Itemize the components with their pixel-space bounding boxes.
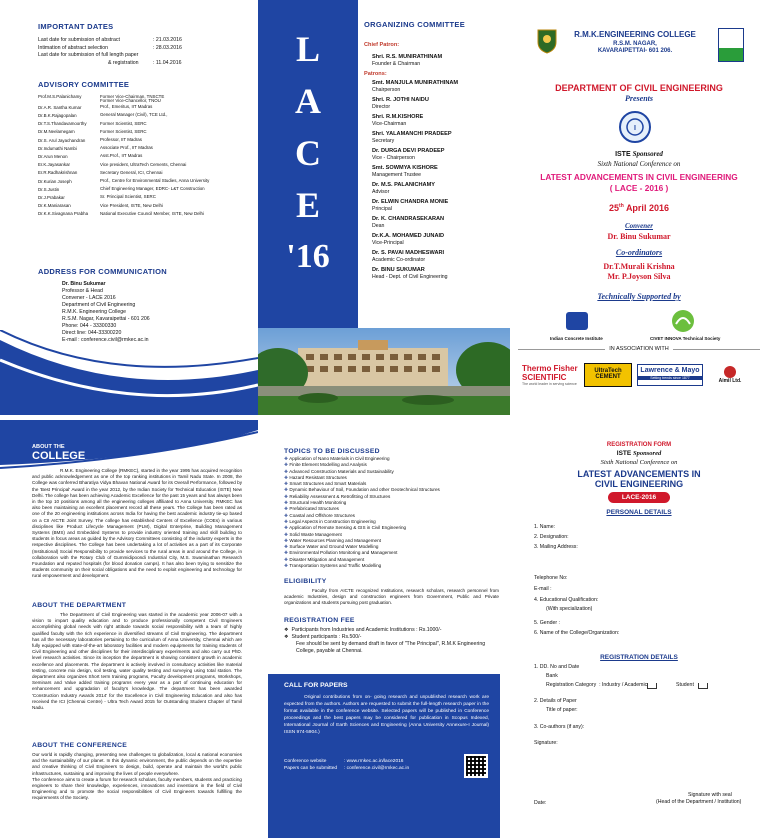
patron-entry [372,199,458,212]
student-label: Student [676,682,694,688]
college-address-2: KAVARAIPETTAI- 601 206. [597,48,673,54]
member-name: Dr.Kurian Joseph [38,178,72,184]
topic-item: ❖ Application of Remote Sensing & GIS in Civil Engineering [284,525,407,531]
sponsor-aimil: Aimil Ltd. [708,366,752,384]
patron-entry [372,97,458,110]
patron-name: Smt. MANJULA MUNIRATHINAM [372,80,459,86]
patron-role: Chairperson [372,87,401,93]
member-role: Former Vice-Chairman, TNSCTE Former Vice-Chancellor, TNOU [100,93,165,104]
ciiet-logo-icon [670,308,696,334]
topic-item: ❖ Finite Element Modelling and Analysis [284,462,367,468]
organizing-panel [358,0,510,328]
patron-name: Shri. R. JOTHI NAIDU [372,97,429,103]
fee-note: Fee should be sent by demand draft in favor of "The Principal", R.M.K Engineering College, payable at Chennai. [296,641,486,654]
student-checkbox[interactable] [698,683,708,689]
convener-label: Convener [625,222,653,230]
member-role: Asst.Prof., IIT Madras [100,153,143,159]
coordinators-label: Co-ordinators [615,248,663,257]
field-designation[interactable]: 2. Designation: [534,534,569,540]
accreditation-logo-icon [718,28,744,62]
sixth-conference: Sixth National Conference on [597,160,681,168]
department-title: DEPARTMENT OF CIVIL ENGINEERING [555,83,723,93]
patron-name: Smt. SOWMYA KISHORE [372,165,438,171]
member-role: Chief Engineering Manager, EDRC- L&T Construction [100,186,205,192]
form-title-line2: CIVIL ENGINEERING [594,479,684,489]
field-paper-title[interactable]: Title of paper: [546,707,578,713]
signature-head: (Head of the Department / Institution) [656,799,742,805]
patron-role: Dean [372,223,385,229]
field-college[interactable]: 6. Name of the College/Organization: [534,630,620,636]
member-role: Professor, IIT Madras [100,137,142,142]
cover-title-panel [258,0,358,328]
bullet-icon: ❖ [284,544,290,550]
patron-role: Academic Co-ordinator [372,257,426,263]
patron-entry [372,233,458,246]
member-name: Dr.M.Neelamegam [38,129,75,135]
member-name: Dr.K.Maniarasan [38,203,71,209]
patron-name: Dr. ELWIN CHANDRA MONIE [372,199,449,205]
form-iste: ISTE Sponsored [616,450,662,457]
member-role: Former Scientist, SERC [100,128,147,134]
topic-item: ❖ Surface Water and Ground Water Modelling [284,544,379,550]
committee-panel [0,0,258,415]
patron-role: Vice-Chairman [372,121,407,127]
field-name[interactable]: 1. Name: [534,524,556,530]
cover-year: '16 [286,238,330,275]
bullet-icon: ❖ [284,462,290,468]
patron-entry [372,80,458,93]
conference-subtitle: ( LACE - 2016 ) [609,183,669,193]
about-dept-text: The Department of Civil Engineering was started in the academic year 2006-07 with a vision to impart quality education and to produce professionally competent Civil Engineers accomplishing global needs with right attitude towards social responsibility with a team of highly qualified faculty with the rich experience in diversified streams of Civil Engineering. The department has all the necessary laboratories pertaining to the curriculum of Anna University, Chennai which are fully equipped with state-of-the-art laboratory facilities and modern equipments for training students of Civil Engineering and other disciplines for their interdisciplinary experiments and also carry out PhD. level research activities. Since its inception the department is showing consistent growth in academic excellence and placements. The department is actively involved in consultancy activities like material testing, concrete mix design, soil testing, water quality testing and surveying using total station. The department also organizes Short term training programs, Faculty development programs, Workshops, Seminars and Value added training programs every year as a part of continuing education for enhancement and upgradation of faculty's knowledge. The department has been awarded 'Construction Industry Awards 2014' for the Excellence in Civil Engineering Education and also has received the ICI (Chennai Centre) - Ultra Tech Award 2015 for Outstanding Student Chapter of Tamil Nadu. [32,612,242,711]
advisory-member [38,137,253,145]
bullet-icon: ❖ [284,531,290,537]
patron-role: Head - Dept. of Civil Engineering [372,274,448,280]
field-date[interactable]: Date: [534,800,547,806]
member-name: Dr.A.R. Santha Kumar [38,104,82,110]
college-address-1: R.S.M. NAGAR, [613,41,657,47]
about-conf-text: Our world is rapidly changing, presenting new challenges to globalization, local & national economies and the sustainability of our planet. In this dynamic environment, the public depends on the expertise and creative thinking of Civil Engineers to design, build, operate and maintain the world's public infrastructures, sustaining and improving the lives of people everywhere. The conference aims to create a forum for research scholars, faculty members, students and practicing engineers to share their knowledge, experiences, innovations and inventions in the field of Civil Engineering and to promote the social responsibilities of Civil Engineers towards fulfilling the requirements of the Society. [32,752,242,801]
advisory-list [38,93,253,219]
patron-role: Management Trustee [372,172,422,178]
bullet-icon: ❖ [284,550,290,556]
about-dept-heading: ABOUT THE DEPARTMENT [32,602,127,609]
patron-entry [372,182,458,195]
cover-letter: A [295,81,321,121]
advisory-heading: ADVISORY COMMITTEE [38,80,130,89]
patron-role: Director [372,104,391,110]
topic-item: ❖ Application of Nano Materials in Civil Engineering [284,456,390,461]
important-dates-heading: IMPORTANT DATES [38,22,114,31]
date-row: Intimation of abstract selection : 28.03.2016 [38,44,182,51]
bullet-icon: ❖ [284,481,290,487]
registration-form-panel [510,420,768,838]
patron-role: Secretary [372,138,395,144]
sponsor-thermofisher: Thermo Fisher SCIENTIFIC The world leader in serving science [522,364,578,386]
form-title: REGISTRATION FORM [606,442,672,448]
member-role: Associate Prof., IIT Madras [100,145,153,151]
about-college-label-small: ABOUT THE [32,444,65,450]
topic-item: ❖ Prefabricated Structures [284,506,339,512]
member-name: Dr.S. Arul Jayachandran [38,137,86,143]
topic-item: ❖ Dynamic Behaviour of Soil, Foundation and other Geotechnical Structures [284,487,440,493]
topic-item: ❖ Hazard Resistant Structures [284,474,347,480]
fee-item: ❖ Student participants : Rs.500/- [284,634,362,640]
patron-name: Dr. S. PAVAI MADHESWARI [372,250,445,256]
bullet-icon: ❖ [284,500,290,506]
address-line: R.M.K. Engineering College [62,309,127,315]
patron-entry [372,216,458,229]
call-text: Original contributions from on- going research and unpublished research work are expected from the authors. Authors are requested to submit the full-length research paper in the format available in the conference website. Selected papers will be published in Conference proceedings and the best papers may be considered for publication in Scopus Indexed, International Journal of Earth Sciences and Engineering (Anna University Annexure-I Journal) ISSN 974-5904.) [284,695,489,735]
advisory-member [38,194,253,202]
advisory-member [38,93,253,104]
field-category: Registration Category : Industry / Academic [546,682,648,688]
field-coauthors[interactable]: 3. Co-authors (if any): [534,724,585,730]
svg-text:I: I [634,125,636,132]
member-role: National Executive Council Member, ISTE, New Delhi [100,210,204,216]
address-line: Professor & Head [62,288,103,294]
bullet-icon: ❖ [284,474,290,480]
date-row: Last date for submission of abstract : 21.03.2016 [38,37,182,43]
patron-entry [372,165,458,178]
topic-item: ❖ Disaster Mitigation and Management [284,556,365,562]
patron-name: Shri. R.M.KISHORE [372,114,424,120]
icl-label: Indian Concrete Institute [550,336,603,341]
advisory-member [38,120,253,128]
topic-item: ❖ Legal Aspects in Construction Engineering [284,518,376,524]
about-college-label: COLLEGE [32,450,86,462]
advisory-member [38,210,253,218]
patron-entry [372,131,458,144]
address-line: Phone: 044 - 33300330 [62,323,117,329]
about-panel [0,420,258,838]
field-email[interactable]: E-mail : [534,586,552,592]
ciiet-label: CIVET INNOVA Technical Society [650,336,721,341]
signature-seal: Signature with seal [688,792,732,798]
front-cover-panel [510,0,768,415]
field-bank[interactable]: Bank [546,673,558,679]
call-submit: Papers can be submitted : conference.civil@rmkec.ac.in [284,766,410,771]
address-line[interactable]: E-mail : conference.civil@rmkec.ac.in [62,337,149,343]
topics-panel [258,420,510,838]
patron-entry [372,267,458,280]
member-name: Dr.K.K.Sivagnana Prabha [38,211,89,217]
topic-item: ❖ Structural Health Monitoring [284,500,347,506]
bullet-icon: ❖ [284,468,290,474]
convener-name: Dr. Binu Sukumar [607,232,671,241]
advisory-member [38,104,253,112]
college-name: R.M.K.ENGINEERING COLLEGE [574,30,696,39]
important-dates [38,37,248,67]
conference-title: LATEST ADVANCEMENTS IN CIVIL ENGINEERING [540,172,738,182]
advisory-member [38,161,253,169]
field-dd[interactable]: 1. DD. No and Date [534,664,580,670]
cover-letter: E [295,185,320,225]
member-name: Dr.T.S.Thandavamoorthy [38,121,87,127]
topic-item: ❖ Coastal and Offshore Structures [284,512,355,518]
call-website: Conference website : www.rmkec.ac.in/lace2016 [284,759,404,764]
patron-role: Vice - Chairperson [372,155,415,161]
cover-letter: C [295,133,321,173]
iste-logo-icon [618,110,652,144]
patron-entry [372,148,458,161]
about-college-text: R.M.K. Engineering College (RMKEC), started in the year 1995 has acquired recognition and public acknowledgement as one of the top ranking institutions in Tamil Nadu State. In 2008, the College was conferred Bharatiya Vidya Bhavan National Award for its Overall Performance, followed by the 'Best Principal' Award in the year 2012, by the Indian Society for Technical Education (ISTE) New Delhi. The college has been achieving Academic Excellence for the past 15 years and has always been in the top 10 positions among all the engineering colleges affiliated to Anna University. RMKEC has also been maintaining an excellent placement record all these years. The College has been rated as one of the 20 engineering institutions across India for having the best academic industry tie-up based on a CII AICTE Joint Survey. The college has established Centers of Excellence (COEs) in various disciplines like Product Lifecycle Management (PLM), Digital Enterprise, Building Management Systems (BMS) and Embedded Systems to provide industry oriented training and skill building to students in focus areas as guided by the Advisory Committees consisting of the industry experts in the respective disciplines. The College has been undertaking a lot of activities as a part of its Corporate (Institutional) Social Responsibility to provide services to the rural areas in and around the College, in collaboration with the Rotary Club of Gummidipoondi Industrial City, M.S. Swaminathan Research Foundation and reputed hospitals (for blood donation camps). It has also been trying to sensitize the students community on their social obligations and the need to exploit engineering and technology for rural empowerment and development. [32,468,242,579]
date-row: Last date for submission of full length paper [38,52,139,58]
presents: Presents [625,94,653,103]
bullet-icon: ❖ [284,512,290,518]
bullet-icon: ❖ [284,506,290,512]
form-title-line1: LATEST ADVANCEMENTS IN [577,469,701,479]
form-sixth: Sixth National Conference on [600,459,678,466]
member-role: Vice president, UltraTech Cements, Chennai [100,161,187,167]
call-heading: CALL FOR PAPERS [284,682,348,689]
member-name: Dr.J.Prabakar [38,194,65,200]
member-role: Prof., Emeritus, IIT Madras [100,104,153,110]
member-role: Vice President, ISTE, New Delhi [100,202,163,208]
member-name: Prof.M.S.Palanichamy [38,94,82,99]
conference-date: 25th April 2016 [609,203,669,213]
address-line: R.S.M. Nagar, Kavaraipettai - 601 206 [62,316,150,322]
member-name: Dr.S.Justin [38,186,60,192]
technically-supported: Technically Supported by [597,292,681,301]
coordinator-name: Dr.T.Murali Krishna [603,262,675,271]
patron-role: Principal [372,206,392,212]
member-role: Former Scientist, SERC [100,120,147,126]
advisory-member [38,153,253,161]
patron-entry [372,250,458,263]
address-line: Direct line: 044-33300220 [62,330,122,336]
aimil-logo-icon [724,366,736,378]
patron-name: Dr. M.S. PALANICHAMY [372,182,435,188]
member-role: Prof., Centre for Environmental Studies, Anna University [100,178,210,184]
eligibility-text: Faculty from AICTE recognized Institutions, research scholars, research personnel from academic Industries, design and construction engineers from Government, Public and Private organizations and students pursuing post graduation. [284,588,499,606]
field-gender[interactable]: 5. Gender : [534,620,560,626]
bullet-icon: ❖ [284,518,290,524]
chief-patron-label: Chief Patron: [364,42,400,48]
bullet-icon: ❖ [284,563,290,569]
iste-sponsored: ISTE Sponsored [615,150,663,158]
call-for-papers-box [268,674,500,838]
patron-name: Shri. YALAMANCHI PRADEEP [372,131,452,137]
personal-details-heading: PERSONAL DETAILS [606,509,672,516]
member-name: Er.K.Jayasankar [38,162,70,168]
address-heading: ADDRESS FOR COMMUNICATION [38,267,168,276]
field-signature[interactable]: Signature: [534,740,558,746]
member-role: Secretary General, ICI, Chennai [100,169,163,175]
topic-item: ❖ Smart Structures and Smart Materials [284,481,367,487]
topic-item: ❖ Environmental Pollution Monitoring and Management [284,550,398,556]
field-qualification[interactable]: 4. Educational Qualification: [534,597,599,603]
topic-item: ❖ Transportation Systems and Traffic Modelling [284,563,382,569]
about-conf-heading: ABOUT THE CONFERENCE [32,742,128,749]
member-name: Dr.Indumathi Nambi [38,145,77,151]
bullet-icon: ❖ [284,525,290,531]
address-line: Department of Civil Engineering [62,302,136,308]
advisory-member [38,186,253,194]
field-telephone[interactable]: Telephone No: [534,575,568,581]
cover-letter: L [295,29,320,69]
sponsor-lawrence-mayo: Lawrence & Mayo Setting trends since 1877 [637,364,703,386]
eligibility-heading: ELIGIBILITY [284,578,327,585]
address-line: Dr. Binu Sukumar [62,281,106,287]
advisory-member [38,169,253,177]
member-name: Dr.B.K.Rajagopalan [38,112,77,118]
campus-photo [258,328,510,415]
lace-badge: LACE-2016 [608,492,670,503]
advisory-member [38,202,253,210]
college-logo-icon [536,28,558,54]
advisory-member [38,145,253,153]
patron-list [372,76,458,280]
topics-heading: TOPICS TO BE DISCUSSED [284,448,380,455]
advisory-member [38,128,253,136]
patron-role: Vice-Principal [372,240,404,246]
patrons-label: Patrons: [364,71,387,77]
coordinator-name: Mr. P.Joyson Silva [607,272,671,281]
registration-details-heading: REGISTRATION DETAILS [600,654,678,661]
industry-checkbox[interactable] [647,683,657,689]
address-line: Convener - LACE 2016 [62,295,116,301]
decorative-wave [0,330,258,415]
association-label: IN ASSOCIATION WITH [510,346,768,352]
patron-name: Dr. BINU SUKUMAR [372,267,425,273]
bullet-icon: ❖ [284,456,290,461]
organizing-heading: ORGANIZING COMMITTEE [364,20,465,29]
topic-item: ❖ Reliability Assessment & Retrofitting of Structures [284,493,391,499]
field-address[interactable]: 3. Mailing Address: [534,544,578,550]
bullet-icon: ❖ [284,556,290,562]
fee-item: ❖ Participants from Industries and Academic Institutions : Rs.1000/- [284,627,442,633]
member-role: General Manager (Civil), TCE Ltd., [100,112,168,118]
topic-item: ❖ Water Resources Planning and Management [284,537,381,543]
member-role: Sr. Principal Scientist, SERC [100,194,156,200]
date-row: & registration : 11.04.2016 [108,59,182,66]
advisory-member [38,112,253,120]
sponsor-ultratech: UltraTech CEMENT [584,363,632,387]
patron-name: Dr.K.A. MOHAMED JUNAID [372,233,445,239]
icl-logo-icon [566,312,588,330]
chief-patron: Shri. R.S. MUNIRATHINAM Founder & Chairman [372,54,443,67]
topic-item: ❖ Solid Waste Management [284,531,342,537]
patron-role: Advisor [372,189,390,195]
bullet-icon: ❖ [284,493,290,499]
member-name: Er.R.Radhakrishnan [38,170,78,176]
advisory-member [38,178,253,186]
qr-code-icon[interactable] [464,754,488,778]
member-name: Dr.Arun Menon [38,153,68,159]
fee-list [284,627,499,655]
patron-name: Dr. DURGA DEVI PRADEEP [372,148,445,154]
field-paper[interactable]: 2. Details of Paper [534,698,577,704]
field-specialization: (With specialization) [546,606,593,612]
bullet-icon: ❖ [284,487,290,493]
patron-entry [372,114,458,127]
fee-heading: REGISTRATION FEE [284,617,355,624]
patron-name: Dr. K. CHANDRASEKARAN [372,216,445,222]
topics-list [284,456,504,569]
topic-item: ❖ Advanced Construction Materials and Sustainability [284,468,394,474]
bullet-icon: ❖ [284,537,290,543]
